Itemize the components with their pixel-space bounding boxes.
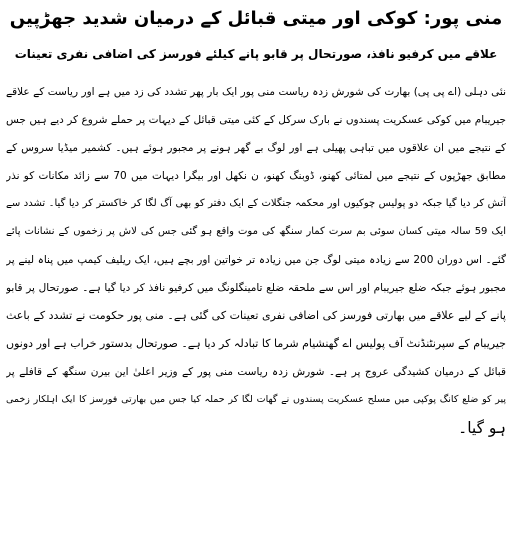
- article-body-line: ہو گیا۔: [458, 419, 506, 437]
- article-body-line: ایک 59 سالہ میتی کسان سوئی بم سرت کمار سنگھ کی موت واقع ہو گئی جس کی لاش پر زخموں کے نشانات پائے: [6, 226, 506, 237]
- article-body-line: نئی دہلی (اے پی پی) بھارت کی شورش زدہ ریاست منی پور ایک بار پھر تشدد کی زد میں ہے اور ریاست کے علاقے: [6, 86, 506, 98]
- article-body-line: جیریبام کے سپرنٹنڈنٹ آف پولیس اے گھنشیام شرما کا تبادلہ کر دیا ہے۔ صورتحال بدستور خراب ہے اور دونوں: [6, 337, 506, 350]
- article-body-line: مطابق جھڑپوں کے نتیجے میں لمتائی کھنو، ڈوبنگ کھنو، ن نکھل اور بیگرا دیہات میں 70 سے زائد مکانات کو نذر: [6, 170, 506, 182]
- article-body-line: مجبور ہوئے جبکہ ضلع جیریبام اور اس سے ملحقہ ضلع تامینگلونگ میں کرفیو نافذ کر دیا گیا ہے۔ صورتحال پر قابو: [6, 282, 506, 294]
- article-body-line: پانے کے لیے علاقے میں بھارتی فورسز کی اضافی نفری تعینات کی گئی ہے۔ منی پور حکومت نے تشدد کے باعث: [6, 309, 506, 322]
- article-body-line: آتش کر دیا گیا جبکہ دو پولیس چوکیوں اور محکمہ جنگلات کے ایک دفتر کو بھی آگ لگا کر خاکستر کر دیا گیا۔ تشدد سے: [6, 198, 506, 209]
- article-body-line: پیر کو ضلع کانگ پوکپی میں مسلح عسکریت پسندوں نے گھات لگا کر حملہ کیا جس میں بھارتی فورسز کا ایک اہلکار زخمی: [6, 394, 506, 405]
- article-body-line: گئے۔ اس دوران 200 سے زیادہ میتی لوگ جن میں زیادہ تر خواتین اور بچے ہیں، ایک ریلیف کیمپ میں پناہ لینے پر: [6, 254, 506, 266]
- article-headline: منی پور: کوکی اور میتی قبائل کے درمیان شدید جھڑپیں: [9, 8, 503, 29]
- article-body-line: جیریبام میں کوکی عسکریت پسندوں نے بارک سرکل کے کئی میتی قبائل کے دیہات پر حملے شروع کر دیے ہیں جس: [6, 114, 506, 126]
- article-body: [6, 78, 506, 442]
- article-body-line: کے نتیجے میں ان علاقوں میں تباہی پھیلی ہے اور لوگ بے گھر ہونے پر مجبور ہوئے ہیں۔ کشمیر میڈیا سروس کے: [6, 142, 506, 154]
- article-subheadline: علاقے میں کرفیو نافذ، صورتحال پر قابو پانے کیلئے فورسز کی اضافی نفری تعینات: [14, 47, 498, 61]
- article-body-line: قبائل کے درمیان کشیدگی عروج پر ہے۔ شورش زدہ ریاست منی پور کے وزیر اعلیٰ این بیرن سنگھ کے قافلے پر: [6, 366, 506, 378]
